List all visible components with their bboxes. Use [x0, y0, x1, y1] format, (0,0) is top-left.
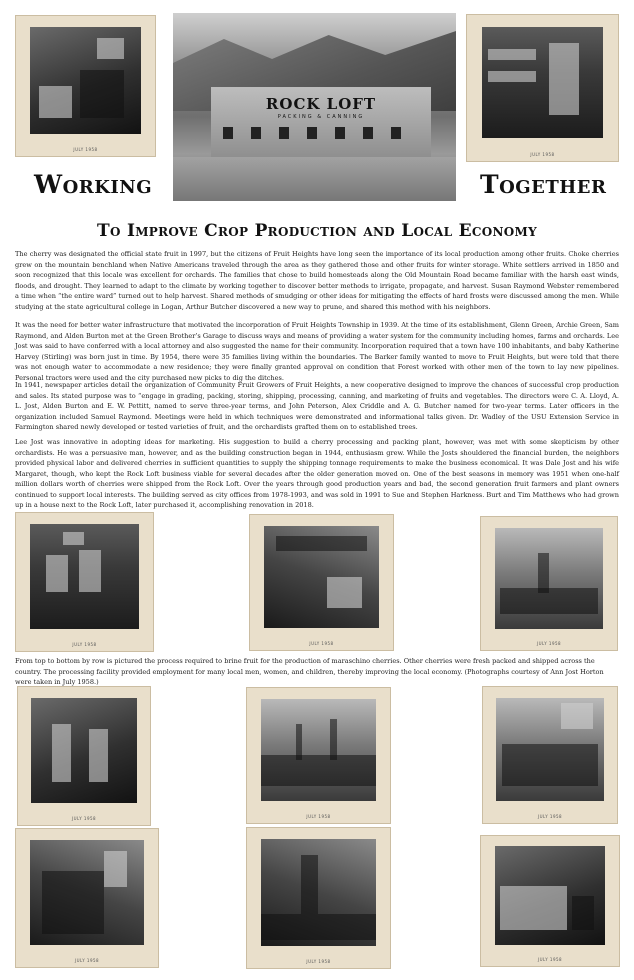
- photo-image: [261, 699, 375, 802]
- photo-top-right: [466, 14, 619, 162]
- paragraph-3: In 1941, newspaper articles detail the organization of Community Fruit Growers of Fruit Heights, a new cooperative designed to improve the chances of successful crop production and sales. Its stated purpose was to “engage in grading, packing, storing, shipping, processing, canning, and marketing of fruits and vegetables. The directors were C. A. Lloyd, A. L. Jost, Alden Burton and E. W. Pettitt, named to serve three-year terms, and John Peterson, Alex Criddle and A. G. Butcher named for two-year terms. Later officers in the organization included Samuel Raymond. Meetings were held in which techniques were demonstrated and informational talks given. Dr. Wadley of the USU Extension Service in Farmington shared newly developed or tested varieties of fruit, and the orchardists grafted them on to established trees.: [15, 381, 619, 431]
- photo-image: [495, 528, 604, 629]
- photo-caption: JULY 1958: [73, 146, 98, 152]
- photo-caption: JULY 1958: [72, 641, 97, 647]
- photo-row1-left: [15, 512, 154, 652]
- photo-caption: JULY 1958: [306, 813, 331, 819]
- building-sign: ROCK LOFT: [265, 95, 377, 113]
- subtitle: To Improve Crop Production and Local Economy: [97, 221, 537, 241]
- photo-image: [482, 27, 603, 138]
- photo-caption: JULY 1958: [74, 957, 100, 963]
- title-left: Working: [34, 170, 153, 199]
- photo-caption: JULY 1958: [537, 957, 563, 963]
- rock-loft-building: [211, 87, 431, 157]
- photo-image: [264, 526, 378, 629]
- photo-image: [30, 524, 140, 629]
- paragraph-4: Lee Jost was innovative in adopting ideas for marketing. His suggestion to build a cherry processing and packing plant, however, was met with some skepticism by other orchardists. He was a persuasive man, however, and as the building construction began in 1944, enthusiasm grew. While the Josts shouldered the financial burden, the neighbors provided physical labor and delivered cherries in sufficient quantities to supply the shipping tonnage requirements to make the business economical. It was Dale Jost and his wife Margaret, though, who kept the Rock Loft business viable for several decades after the older generation moved on. One of the best seasons in memory was 1951 when one-half million dollars worth of cherries were shipped from the Rock Loft. Over the years through good production years and bad, the second generation fruit farmers and plant owners continued to support local interests. The building served as city offices from 1978-1993, and was sold in 1991 to Sue and Stephen Harkness. Burt and Tim Matthews who had grown up in a house next to the Rock Loft, later purchased it, accomplishing renovation in 2018.: [15, 438, 619, 509]
- photo-image: [31, 698, 137, 803]
- photo-caption: JULY 1958: [536, 641, 562, 647]
- photo-image: [496, 698, 603, 801]
- paragraph-2: It was the need for better water infrastructure that motivated the incorporation of Fruit Heights Township in 1939. At the time of its establishment, Glenn Green, Archie Green, Sam Raymond, and Alden Burton met at the Green Brother’s Garage to discuss ways and means of providing a water system for the community including homes, farms and orchards. Lee Jost was said to have conferred with a local attorney and also suggested the name for their community. Incorporation required that a town have 100 inhabitants, and baby Katherine Harvey (Stirling) was born just in time. By 1954, there were 35 families living within the boundaries. The Barker family wanted to move to Fruit Heights, but were told that there was not enough water to accommodate a new residence; they were finally granted approval on condition that Forest worked with other men of the town to lay new pipelines. Personal tractors were used and the city purchased new picks to dig the ditches.: [15, 321, 620, 382]
- rock-loft-building-photo: [173, 13, 456, 201]
- photo-row3-mid: [246, 827, 391, 969]
- photo-caption: JULY 1958: [537, 813, 563, 819]
- photo-image: [261, 839, 375, 945]
- photo-image: [30, 27, 141, 133]
- title-right: Together: [480, 170, 607, 199]
- photo-caption: JULY 1958: [306, 958, 331, 964]
- paragraph-1: The cherry was designated the official state fruit in 1997, but the citizens of Fruit Heights have long seen the importance of its local production among other fruits. Choke cherries grew on the mountain benchland when Native Americans traveled through the area as they gathered those and other fruits for winter storage. White settlers arrived in 1850 and soon recognized that this locale was excellent for orchards. The families that chose to build homesteads along the Old Mountain Road became familiar with the harsh east winds, floods, and drought. They learned to adapt to the climate by working together to discover better methods to irrigate, propagate, and harvest. Susan Raymond Webster remembered a time when “the entire ward” turned out to help harvest. Shared methods of smudging or other ideas for mitigating the effects of hard frosts were discussed among the men. While studying at the state agricultural college in Logan, Arthur Butcher discovered a new way to prune, and shared this method with his neighbors.: [15, 250, 619, 311]
- photo-row2-mid: [246, 687, 391, 824]
- photo-caption-paragraph: From top to bottom by row is pictured the process required to brine fruit for the production of maraschino cherries. Other cherries were fresh packed and shipped across the country. The processing facility provided employment for many local men, women, and children, thereby improving the local economy. (Photographs courtesy of Ann Jost Horton were taken in July 1958.): [15, 657, 604, 686]
- photo-row3-left: [15, 828, 159, 968]
- photo-caption: JULY 1958: [309, 640, 334, 646]
- photo-row2-left: [17, 686, 151, 826]
- building-sign-sub: PACKING & CANNING: [277, 114, 365, 120]
- photo-top-left: [15, 15, 156, 157]
- photo-row3-right: [480, 835, 620, 967]
- road: [173, 157, 456, 201]
- photo-image: [495, 846, 605, 945]
- photo-image: [30, 840, 144, 945]
- photo-row1-right: [480, 516, 618, 651]
- photo-caption: JULY 1958: [530, 151, 555, 157]
- photo-caption: JULY 1958: [71, 815, 97, 821]
- photo-row2-right: [482, 686, 618, 824]
- photo-row1-mid: [249, 514, 394, 651]
